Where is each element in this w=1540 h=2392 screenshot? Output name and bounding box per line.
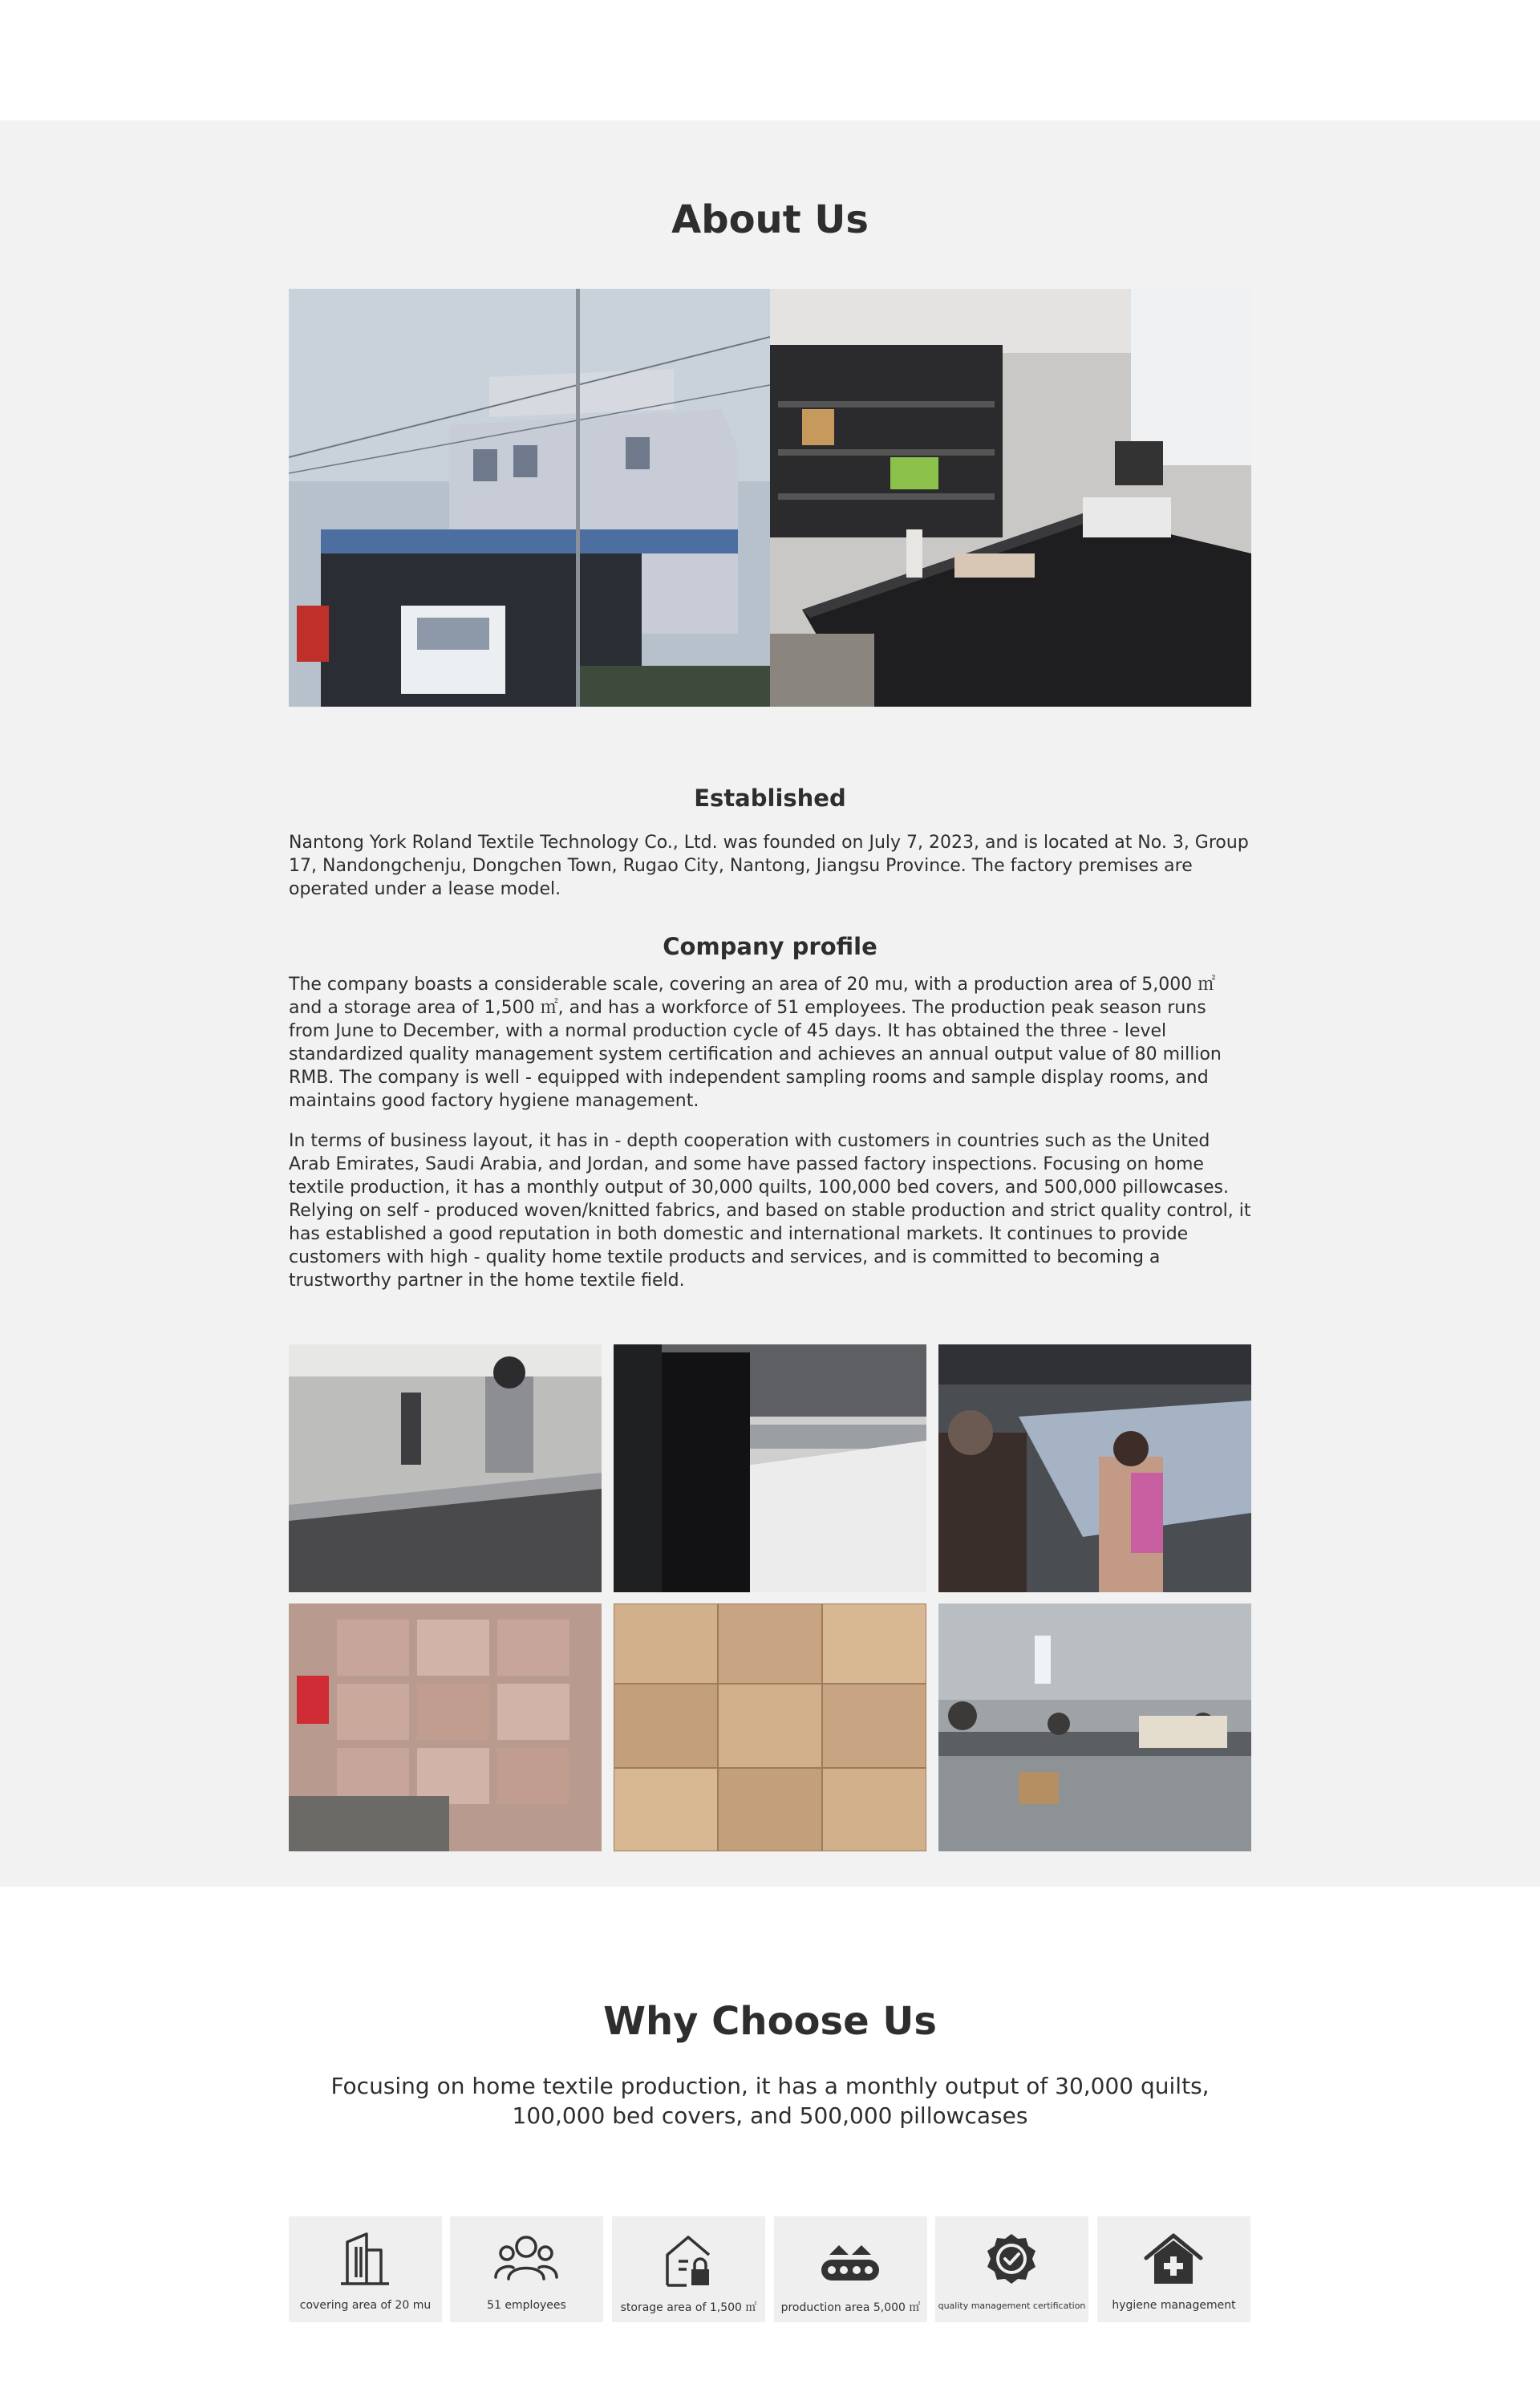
why-subtitle: Focusing on home textile production, it has a monthly output of 30,000 quilts, 100,000 bed covers, and 500,000 pillowcases [330,2073,1210,2129]
feature-label: storage area of 1,500 ㎡ [620,2301,757,2314]
sewing-machine-photo [614,1344,926,1592]
why-title: Why Choose Us [603,1999,937,2044]
established-block [289,784,1251,812]
profile-text-1: The company boasts a considerable scale, covering an area of 20 mu, with a production area of 5,000 ㎡ and a storage area of 1,500 ㎡, and has a workforce of 51 employees. The production peak season runs from June to December, with a normal production cycle of 45 days. It has obtained the three - level standardized quality management system certification and achieves an annual output value of 80 million RMB. The company is well - equipped with independent sampling rooms and sample display rooms, and maintains good factory hygiene management. [289,975,1222,1111]
feature-card-storage [612,2216,765,2322]
feature-card-employees [450,2216,603,2322]
feature-label: hygiene management [1112,2299,1236,2312]
conveyor-icon [818,2231,882,2289]
medical-house-icon [1141,2231,1206,2289]
feature-card-hygiene [1097,2216,1250,2322]
about-section [0,120,1540,1887]
feature-card-production [774,2216,927,2322]
feature-label: 51 employees [487,2299,566,2312]
building-icon [333,2231,397,2289]
feature-label: covering area of 20 mu [299,2299,432,2312]
carton-boxes-photo [614,1603,926,1851]
profile-block [289,933,1251,960]
profile-text-2: In terms of business layout, it has in - depth cooperation with customers in countries such as the United Arab Emirates, Saudi Arabia, and Jordan, and some have passed factory inspections. Focusing on home textile production, it has a monthly output of 30,000 quilts, 100,000 bed covers, and 500,000 pillowcases. Relying on self - produced woven/knitted fabrics, and based on stable production and strict quality control, it has established a good reputation in both domestic and international markets. It continues to provide customers with high - quality home textile products and services, and is committed to becoming a trustworthy partner in the home textile field. [289,1131,1251,1291]
sewing-workshop-photo [938,1603,1251,1851]
established-heading: Established [694,784,846,812]
about-title: About Us [671,197,869,242]
feature-label: quality management certification [938,2301,1086,2311]
office-interior-photo [770,289,1251,707]
feature-label: production area 5,000 ㎡ [780,2301,921,2314]
warehouse-icon [656,2231,720,2289]
feature-card-area [289,2216,442,2322]
badge-check-icon [979,2231,1044,2289]
workers-sorting-photo [938,1344,1251,1592]
people-icon [494,2231,558,2289]
profile-heading: Company profile [663,933,877,960]
factory-exterior-photo [289,289,770,707]
cutting-table-photo [289,1344,602,1592]
established-text: Nantong York Roland Textile Technology Co., Ltd. was founded on July 7, 2023, and is located at No. 3, Group 17, Nandongchenju, Dongchen Town, Rugao City, Nantong, Jiangsu Province. The factory premises are operated under a lease model. [289,833,1249,899]
packaged-bedding-photo [289,1603,602,1851]
feature-card-quality [935,2216,1088,2322]
